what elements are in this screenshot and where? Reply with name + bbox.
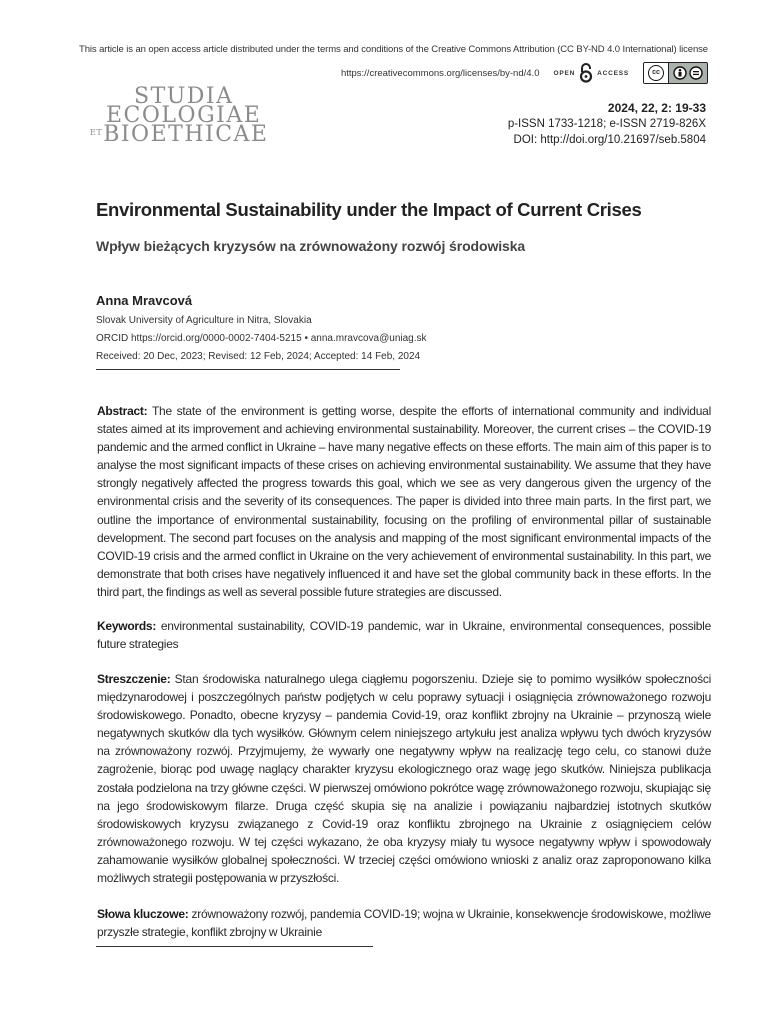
author-affiliation: Slovak University of Agriculture in Nitra, Slovakia <box>96 315 312 326</box>
divider <box>96 946 373 947</box>
keywords-text: environmental sustainability, COVID-19 pandemic, war in Ukraine, environmental consequences, possible future strategies <box>97 619 711 652</box>
open-access-left-label: OPEN <box>553 69 576 77</box>
article-dates: Received: 20 Dec, 2023; Revised: 12 Feb, 2024; Accepted: 14 Feb, 2024 <box>96 351 421 362</box>
cc-license-badge[interactable] <box>643 62 708 84</box>
journal-logo-line3: BIOETHICAE <box>103 121 269 147</box>
abstract <box>97 402 711 601</box>
license-row <box>341 62 708 84</box>
citation-volume: 2024, 22, 2: 19-33 <box>607 101 706 115</box>
cc-nd-icon <box>689 66 703 80</box>
journal-logo-et: ET <box>90 127 103 137</box>
streszczenie <box>97 670 711 887</box>
slowa-kluczowe-text: zrównoważony rozwój, pandemia COVID-19; wojna w Ukrainie, konsekwencje środowiskowe, możliwe przyszłe strategie, konflikt zbrojny w Ukrainie <box>97 907 711 940</box>
license-statement: This article is an open access article distributed under the terms and conditions of the Creative Commons Attribution (CC BY-ND 4.0 International) license <box>79 44 708 55</box>
open-access-lock-icon <box>579 63 593 83</box>
author-orcid-email[interactable]: ORCID https://orcid.org/0000-0002-7404-5215 • anna.mravcova@uniag.sk <box>96 333 427 344</box>
citation-meta <box>508 100 706 148</box>
streszczenie-label: Streszczenie: <box>97 672 171 686</box>
citation-issn: p-ISSN 1733-1218; e-ISSN 2719-826X <box>507 118 706 130</box>
cc-icon: cc <box>644 63 669 83</box>
slowa-kluczowe <box>97 905 711 941</box>
author-name: Anna Mravcová <box>96 293 193 308</box>
streszczenie-text: Stan środowiska naturalnego ulega ciągłemu pogorszeniu. Dzieje się to pomimo wysiłków społeczności międzynarodowej i poszczególnych państw podjętych w celu poprawy sytuacji i osiągnięcia zrównoważonego rozwoju środowiskowego. Ponadto, obecne kryzysy – pandemia Covid-19, oraz konflikt zbrojny na Ukrainie – przynoszą wiele negatywnych skutków dla tych wysiłków. Głównym celem niniejszego artykułu jest analiza wpływu tych dwóch kryzysów na zrównoważony rozwój. Przyjmujemy, że wywarły one negatywny wpływ na realizację tego celu, co stanowi duże zagrożenie, biorąc pod uwagę naglący charakter kryzysu ekologicznego oraz wagę jego skutków. Niniejsza publikacja została podzielona na trzy główne części. W pierwszej omówiono pokrótce wagę zrównoważonego rozwoju, skupiając się na jego środowiskowym filarze. Druga część skupia się na analizie i powiązaniu najbardziej istotnych skutków środowiskowych kryzysu związanego z Covid-19 oraz konfliktu zbrojnego na Ukrainie z osiągnięciem celów zrównoważonego rozwoju. W tej części wykazano, że oba kryzysy miały tu wysoce negatywny wpływ i spowodowały zahamowanie wysiłków globalnej społeczności. W trzeciej części omówiono wnioski z analiz oraz zaproponowano kilka możliwych strategii postępowania w przyszłości. <box>97 672 711 886</box>
slowa-kluczowe-label: Słowa kluczowe: <box>97 907 189 921</box>
divider <box>96 369 400 370</box>
article-subtitle: Wpływ bieżących kryzysów na zrównoważony rozwój środowiska <box>96 238 526 254</box>
journal-logo-line2: ECOLOGIAE <box>106 102 262 128</box>
abstract-label: Abstract: <box>97 404 148 418</box>
open-access-right-label: ACCESS <box>597 69 629 77</box>
keywords-label: Keywords: <box>97 619 157 633</box>
cc-by-icon <box>673 66 687 80</box>
abstract-text: The state of the environment is getting worse, despite the efforts of international community and individual states aimed at its improvement and achieving environmental sustainability. Moreover, the current crises – the COVID-19 pandemic and the armed conflict in Ukraine – have many negative effects on these efforts. The main aim of this paper is to analyse the most significant impacts of these crises on achieving environmental sustainability. We assume that they have strongly negatively affected the progress towards this goal, which we see as very dangerous given the urgency of the environmental crisis and the severity of its consequences. The paper is divided into three main parts. In the first part, we outline the importance of environmental sustainability, focusing on the profiling of environmental pillar of sustainable development. The second part focuses on the analysis and mapping of the most significant environmental impacts of the COVID-19 crisis and the armed conflict in Ukraine on the very achievement of environmental sustainability. In this part, we demonstrate that both crises have negatively influenced it and have set the global community back in these efforts. In the third part, the findings as well as several possible future strategies are discussed. <box>97 404 711 599</box>
journal-logo-line1: STUDIA <box>134 84 234 109</box>
keywords <box>97 617 711 653</box>
citation-doi[interactable]: DOI: http://doi.org/10.21697/seb.5804 <box>513 134 706 146</box>
article-title: Environmental Sustainability under the Impact of Current Crises <box>96 199 642 220</box>
open-access-logo <box>553 63 629 83</box>
license-url[interactable]: https://creativecommons.org/licenses/by-nd/4.0 <box>340 67 540 79</box>
journal-logo <box>90 84 269 147</box>
